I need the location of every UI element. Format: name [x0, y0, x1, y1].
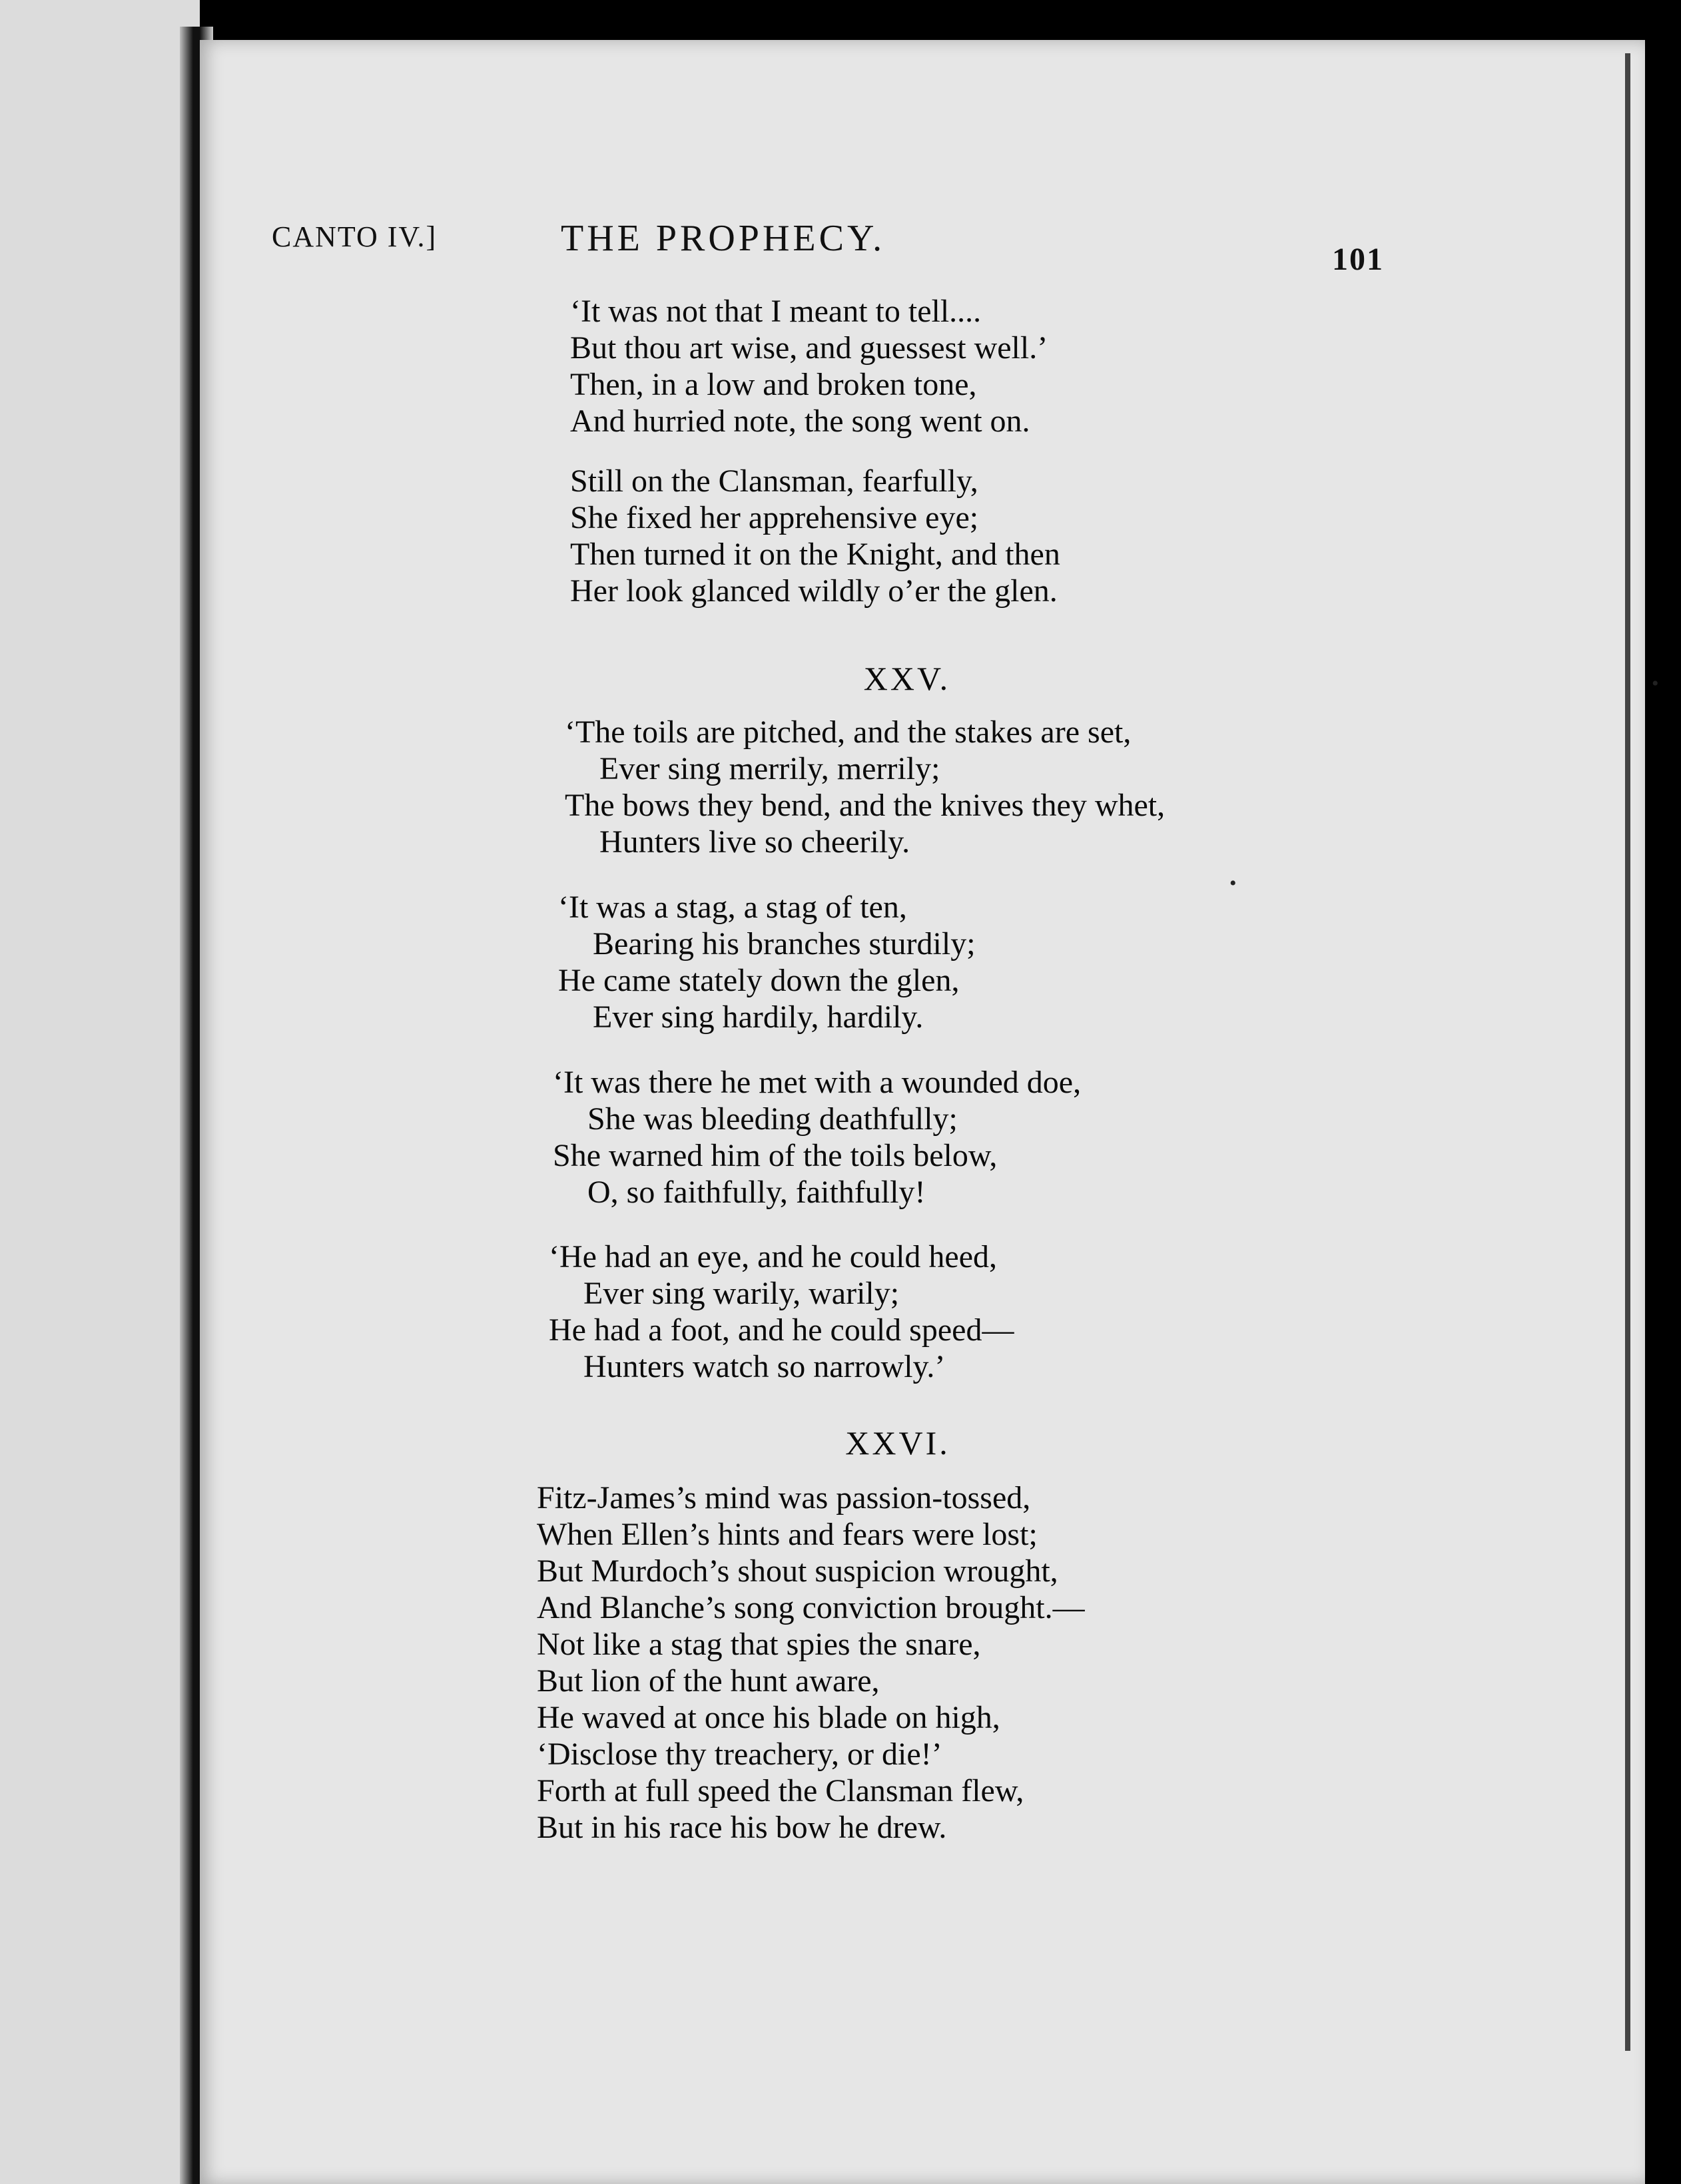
verse-line: But Murdoch’s shout suspicion wrought,	[537, 1553, 1058, 1589]
facing-page-edge	[0, 0, 200, 2184]
ink-speck: •	[1229, 872, 1237, 894]
running-header	[0, 220, 1681, 266]
verse-line: ‘He had an eye, and he could heed,	[549, 1239, 998, 1274]
verse-line: When Ellen’s hints and fears were lost;	[537, 1517, 1038, 1552]
verse-line: ‘The toils are pitched, and the stakes are set,	[565, 714, 1132, 750]
verse-line: But in his race his bow he drew.	[537, 1810, 947, 1845]
verse-line: Still on the Clansman, fearfully,	[570, 463, 978, 499]
verse-line: ‘It was not that I meant to tell....	[570, 294, 982, 329]
verse-line: Her look glanced wildly o’er the glen.	[570, 573, 1058, 609]
stanza-4	[558, 889, 976, 1035]
canto-label: CANTO IV.]	[272, 220, 438, 253]
ink-speck: •	[1652, 673, 1659, 694]
verse-line: Not like a stag that spies the snare,	[537, 1627, 981, 1662]
verse-line: And hurried note, the song went on.	[570, 404, 1030, 439]
verse-line: O, so faithfully, faithfully!	[587, 1175, 926, 1210]
verse-line: Bearing his branches sturdily;	[593, 926, 976, 961]
page-edge	[1625, 53, 1630, 2051]
verse-line: She fixed her apprehensive eye;	[570, 500, 979, 535]
stanza-3	[565, 714, 1165, 860]
verse-line: ‘It was a stag, a stag of ten,	[558, 890, 907, 925]
stanza-1	[570, 293, 1048, 439]
verse-line: The bows they bend, and the knives they whet,	[565, 788, 1166, 823]
verse-line: But thou art wise, and guessest well.’	[570, 330, 1048, 366]
stanza-7	[537, 1480, 1085, 1846]
stanza-6	[549, 1238, 1014, 1385]
stanza-2	[570, 463, 1060, 609]
section-heading-xxv: XXV.	[863, 660, 951, 697]
verse-line: He waved at once his blade on high,	[537, 1700, 1000, 1735]
verse-line: She was bleeding deathfully;	[587, 1101, 958, 1137]
verse-line: Then, in a low and broken tone,	[570, 367, 977, 402]
page-number: 101	[1332, 242, 1384, 277]
verse-line: ‘It was there he met with a wounded doe,	[553, 1065, 1082, 1100]
verse-line: Hunters live so cheerily.	[599, 824, 910, 860]
verse-line: Fitz-James’s mind was passion-tossed,	[537, 1480, 1031, 1515]
verse-line: ‘Disclose thy treachery, or die!’	[537, 1737, 942, 1772]
verse-line: Forth at full speed the Clansman flew,	[537, 1773, 1024, 1808]
verse-line: She warned him of the toils below,	[553, 1138, 998, 1173]
verse-line: Then turned it on the Knight, and then	[570, 537, 1060, 572]
verse-line: Hunters watch so narrowly.’	[583, 1349, 946, 1384]
verse-line: Ever sing merrily, merrily;	[599, 751, 940, 786]
verse-line: Ever sing hardily, hardily.	[593, 999, 924, 1035]
verse-line: He came stately down the glen,	[558, 963, 960, 998]
verse-line: Ever sing warily, warily;	[583, 1276, 900, 1311]
running-title: THE PROPHECY.	[561, 218, 886, 259]
section-heading-xxvi: XXVI.	[845, 1424, 950, 1462]
verse-line: But lion of the hunt aware,	[537, 1663, 880, 1699]
verse-line: He had a foot, and he could speed—	[549, 1312, 1014, 1348]
stanza-5	[553, 1064, 1081, 1211]
verse-line: And Blanche’s song conviction brought.—	[537, 1590, 1085, 1625]
